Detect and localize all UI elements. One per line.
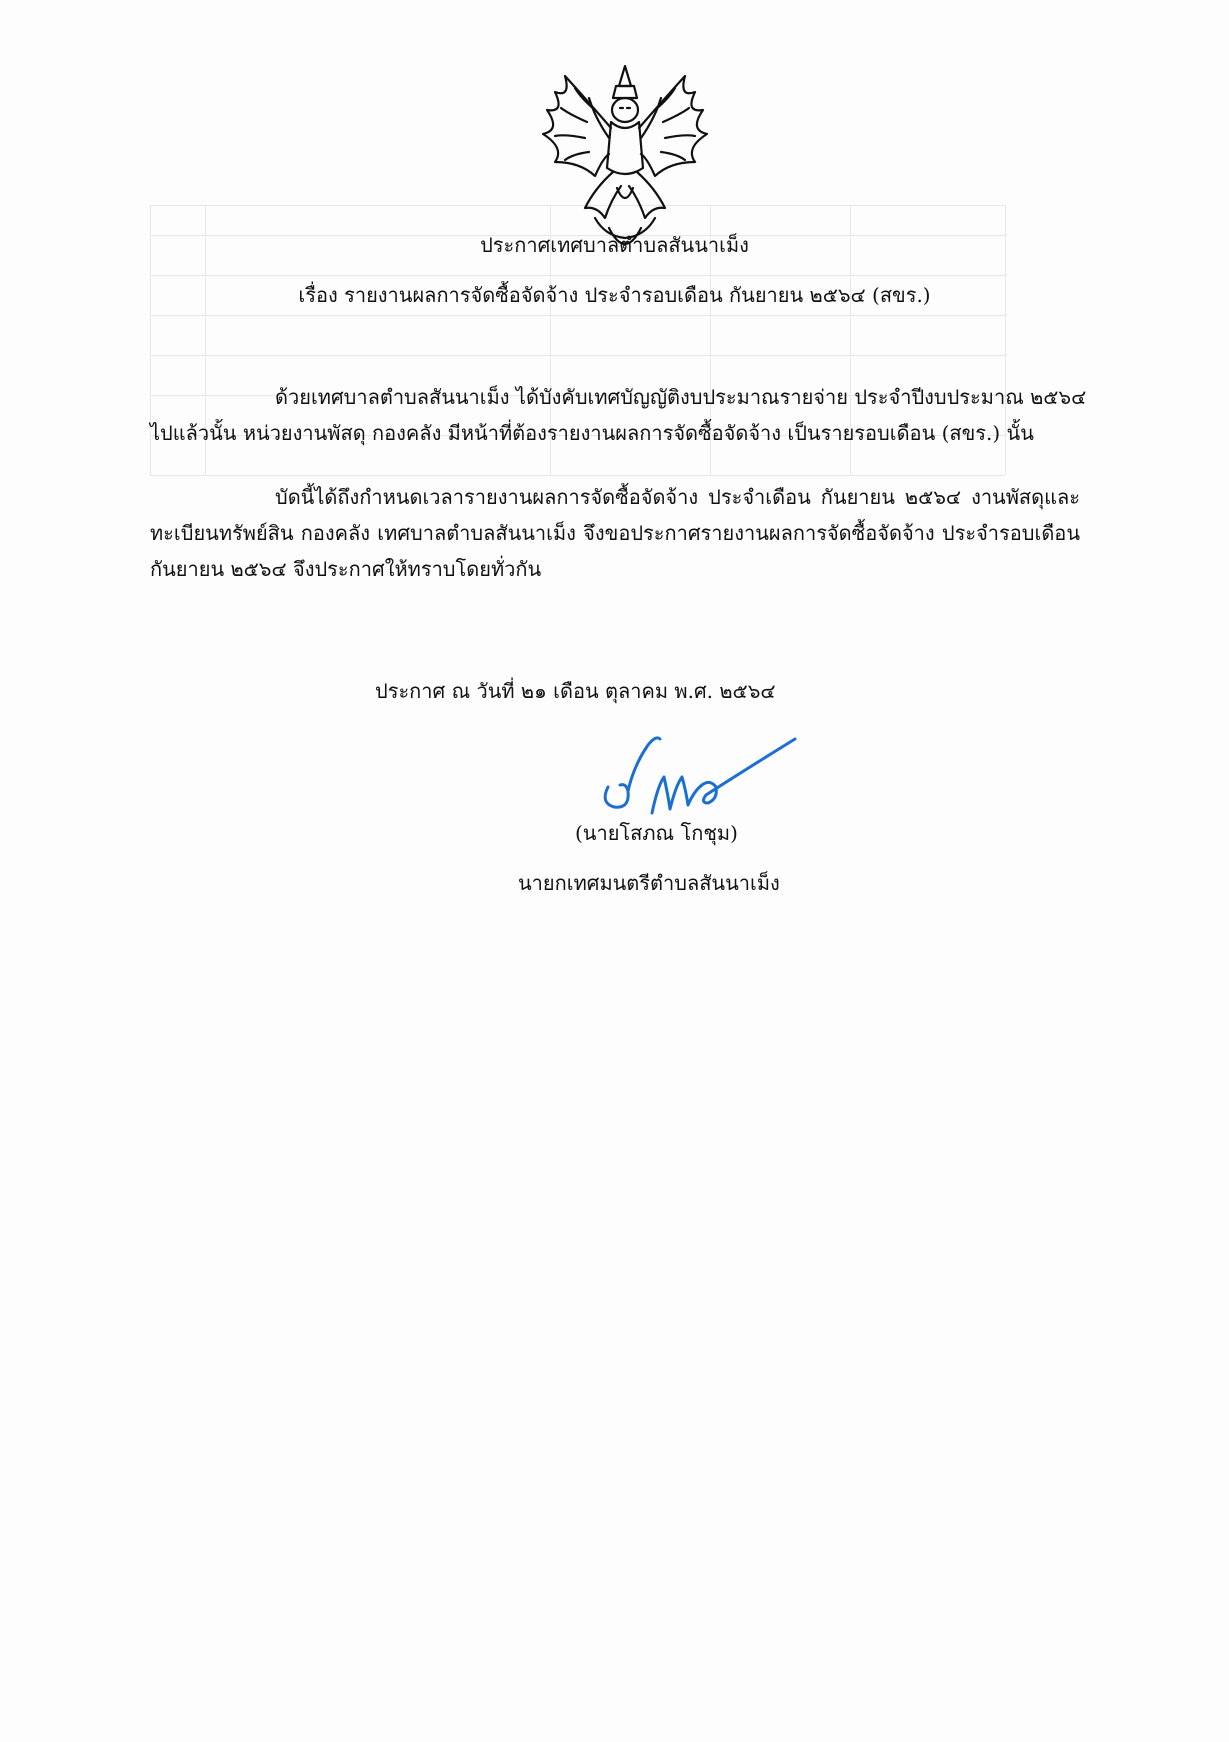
date-line: ประกาศ ณ วันที่ ๒๑ เดือน ตุลาคม พ.ศ. ๒๕๖๔	[375, 679, 776, 703]
paragraph-1-line-1: ด้วยเทศบาลตำบลสันนาเม็ง ได้บังคับเทศบัญญัติงบประมาณรายจ่าย ประจำปีงบประมาณ ๒๕๖๔	[275, 385, 1087, 409]
garuda-emblem-icon	[525, 58, 725, 248]
subject-line: เรื่อง รายงานผลการจัดซื้อจัดจ้าง ประจำรอบเดือน กันยายน ๒๕๖๔ (สขร.)	[298, 283, 931, 307]
paragraph-2-line-2: ทะเบียนทรัพย์สิน กองคลัง เทศบาลตำบลสันนาเม็ง จึงขอประกาศรายงานผลการจัดซื้อจัดจ้าง ประจำรอบเดือน	[150, 521, 1080, 545]
paragraph-1-line-2: ไปแล้วนั้น หน่วยงานพัสดุ กองคลัง มีหน้าที่ต้องรายงานผลการจัดซื้อจัดจ้าง เป็นรายรอบเดือน (สขร.) นั้น	[150, 421, 1034, 445]
signer-name: (นายโสภณ โกชุม)	[575, 821, 738, 845]
issuer-title: ประกาศเทศบาลตำบลสันนาเม็ง	[480, 233, 749, 257]
handwritten-signature	[590, 725, 820, 820]
paragraph-2-line-3: กันยายน ๒๕๖๔ จึงประกาศให้ทราบโดยทั่วกัน	[150, 557, 542, 581]
signer-position: นายกเทศมนตรีตำบลสันนาเม็ง	[518, 871, 780, 895]
paragraph-2-line-1: บัดนี้ได้ถึงกำหนดเวลารายงานผลการจัดซื้อจัดจ้าง ประจำเดือน กันยายน ๒๕๖๔ งานพัสดุและ	[275, 485, 1080, 509]
